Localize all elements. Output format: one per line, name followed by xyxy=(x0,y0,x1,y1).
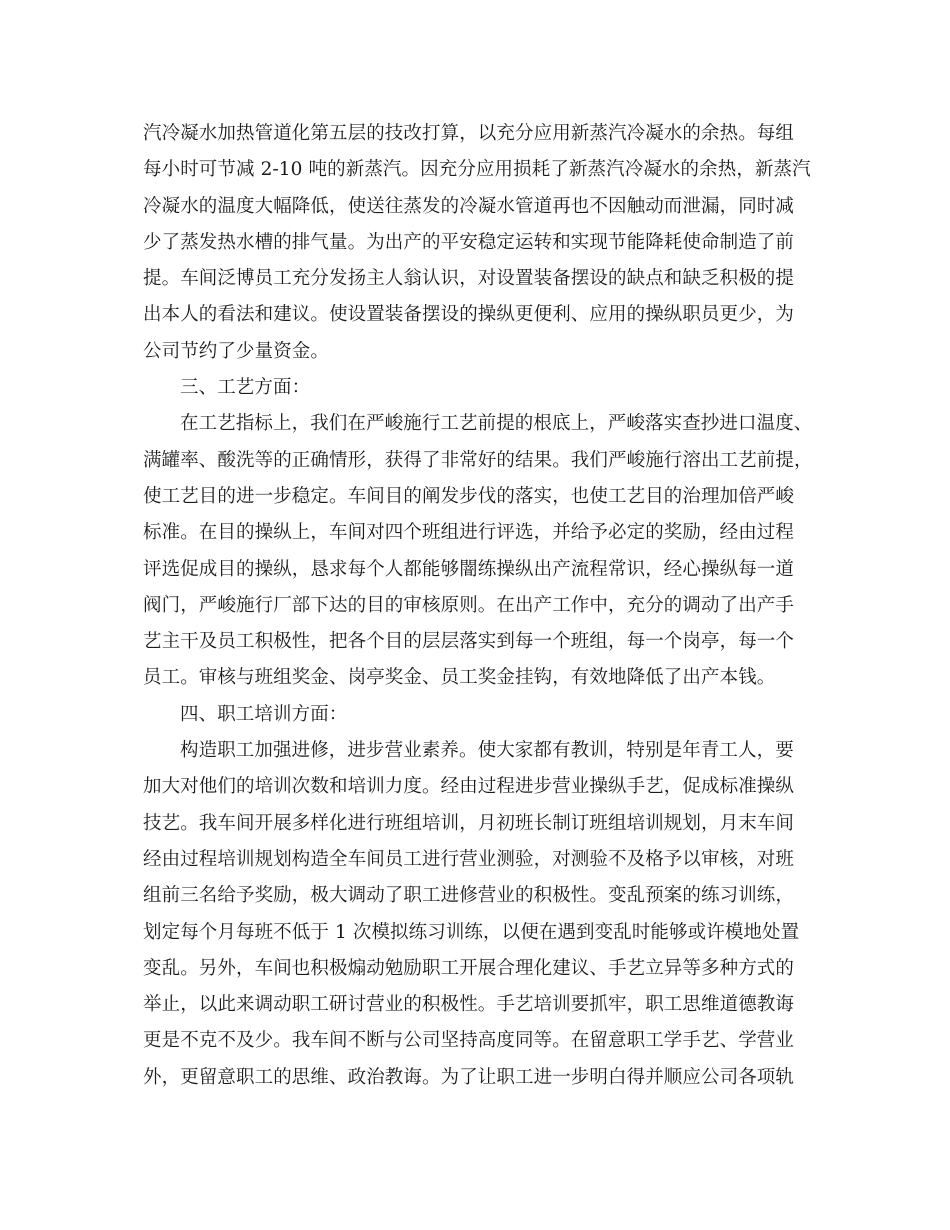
text-line: 提。车间泛博员工充分发扬主人翁认识，对设置装备摆设的缺点和缺乏积极的提 xyxy=(143,268,795,290)
text-line: 公司节约了少量资金。 xyxy=(143,340,330,362)
text-line: 经由过程培训规划构造全车间员工进行营业测验，对测验不及格予以审核，对班 xyxy=(143,848,795,870)
text-line: 变乱。另外，车间也积极煽动勉励职工开展合理化建议、手艺立异等多种方式的 xyxy=(143,957,795,979)
text-line: 加大对他们的培训次数和培训力度。经由过程进步营业操纵手艺，促成标准操纵 xyxy=(143,776,795,798)
text-line: 员工。审核与班组奖金、岗亭奖金、员工奖金挂钩，有效地降低了出产本钱。 xyxy=(143,667,776,689)
text-line: 使工艺目的进一步稳定。车间目的阐发步伐的落实，也使工艺目的治理加倍严峻 xyxy=(143,485,795,507)
text-line: 构造职工加强进修，进步营业素养。使大家都有教训，特别是年青工人，要 xyxy=(180,740,794,762)
text-line: 少了蒸发热水槽的排气量。为出产的平安稳定运转和实现节能降耗使命制造了前 xyxy=(143,231,795,253)
text-line: 四、职工培训方面： xyxy=(180,703,348,725)
text-line: 冷凝水的温度大幅降低，使送往蒸发的冷凝水管道再也不因触动而泄漏，同时减 xyxy=(143,195,795,217)
text-line: 举止，以此来调动职工研讨营业的积极性。手艺培训要抓牢，职工思维道德教诲 xyxy=(143,994,795,1016)
text-line: 满罐率、酸洗等的正确情形，获得了非常好的结果。我们严峻施行溶出工艺前提， xyxy=(143,449,813,471)
text-line: 阀门，严峻施行厂部下达的目的审核原则。在出产工作中，充分的调动了出产手 xyxy=(143,594,795,616)
text-line: 汽冷凝水加热管道化第五层的技改打算，以充分应用新蒸汽冷凝水的余热。每组 xyxy=(143,123,795,144)
text-line: 标准。在目的操纵上，车间对四个班组进行评选，并给予必定的奖励，经由过程 xyxy=(143,522,795,544)
text-line: 划定每个月每班不低于 1 次模拟练习训练，以便在遇到变乱时能够或许模地处置 xyxy=(143,921,800,943)
text-line: 评选促成目的操纵，恳求每个人都能够闇练操纵出产流程常识，经心操纵每一道 xyxy=(143,558,795,580)
text-line: 每小时可节减 2-10 吨的新蒸汽。因充分应用损耗了新蒸汽冷凝水的余热，新蒸汽 xyxy=(143,159,811,181)
text-line: 更是不克不及少。我车间不断与公司坚持高度同等。在留意职工学手艺、学营业 xyxy=(143,1030,795,1052)
text-line: 出本人的看法和建议。使设置装备摆设的操纵更便利、应用的操纵职员更少，为 xyxy=(143,304,795,326)
text-line: 三、工艺方面： xyxy=(180,377,311,399)
text-line: 外，更留意职工的思维、政治教诲。为了让职工进一步明白得并顺应公司各项轨 xyxy=(143,1066,795,1088)
text-line: 在工艺指标上，我们在严峻施行工艺前提的根底上，严峻落实查抄进口温度、 xyxy=(180,413,813,435)
text-line: 组前三名给予奖励，极大调动了职工进修营业的积极性。变乱预案的练习训练， xyxy=(143,885,795,907)
text-line: 艺主干及员工积极性，把各个目的层层落实到每一个班组，每一个岗亭，每一个 xyxy=(143,631,795,653)
document-body xyxy=(143,116,823,1096)
text-line: 技艺。我车间开展多样化进行班组培训，月初班长制订班组培训规划，月末车间 xyxy=(143,812,795,834)
